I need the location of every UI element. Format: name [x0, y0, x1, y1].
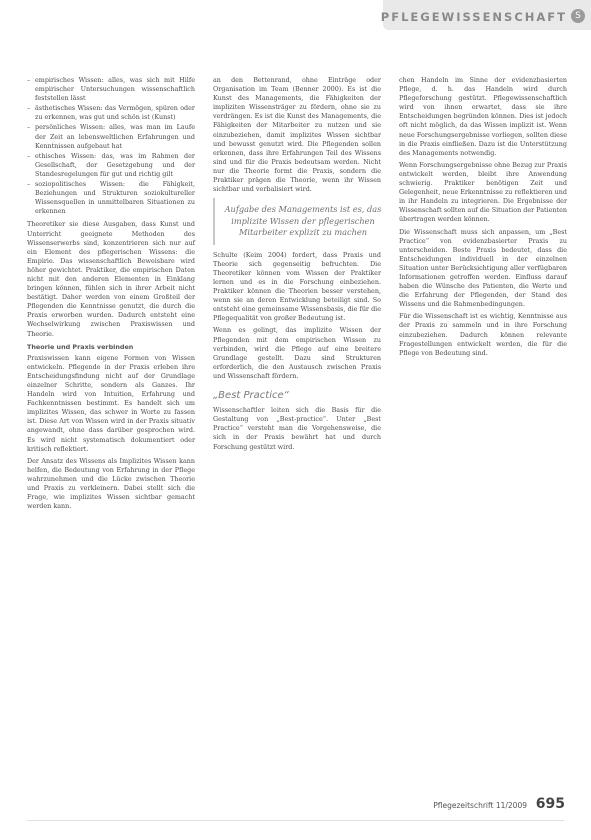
- column-3: [399, 76, 567, 361]
- list-item: – ästhetisches Wissen: das Vermögen, spüren oder zu erkennen, was gut und schön ist (Kunst): [35, 104, 195, 122]
- list-item: – empirisches Wissen: alles, was sich mit Hilfe empirischer Untersuchungen wissenschaftlich feststellen lässt: [35, 76, 195, 103]
- knowledge-definitions-list: [27, 76, 195, 216]
- paragraph: Wissenschaftler leiten sich die Basis für die Gestaltung von „Best-practice“. Unter „Best Practice“ versteht man die Vorgehensweise, die sich in der Praxis bewährt hat und durch Forschung gestützt wird.: [213, 406, 381, 451]
- section-heading: „Best Practice“: [213, 390, 289, 402]
- paragraph: Wenn es gelingt, das implizite Wissen der Pflegenden mit dem empirischen Wissen zu verbinden, wird die Pflege auf eine breitere Grundlage gestellt. Dazu sind Strukturen erforderlich, die den Austausch zwischen Praxis und Wissenschaft fördern.: [213, 326, 381, 380]
- paragraph: Praxiswissen kann eigene Formen von Wissen entwickeln. Pflegende in der Praxis erleben ihre Entscheidungsfindung nicht auf der Grundlage einzelner Schritte, sondern als Ganzes. Ihr Handeln wird von Intuition, Erfahrung und Fachkenntnissen bestimmt. Es handelt sich um implizites Wissen, das schwer in Worte zu fassen ist. Diese Art von Wissen wird in der Praxis situativ angewandt, ohne dass darüber gesprochen wird. Es wird nicht systematisch dokumentiert oder kritisch reflektiert.: [27, 353, 195, 453]
- paragraph: an den Bettenrand, ohne Einträge oder Organisation im Team (Benner 2000). Es ist die Kunst des Managements, die Fähigkeiten der impliziten Wissensträger zu fördern, ohne sie zu verdrängen. Es ist die Kunst des Managements, die Fähigkeiten der Mitarbeiter zu nutzen und sie einzubeziehen, damit implizites Wissen sichtbar und bewusst genutzt wird. Die Pflegenden sollen erkennen, dass ihre Erfahrungen Teil des Wissens sind und für die Praxis bedeutsam werden. Nicht nur die Theorie formt die Praxis, sondern die Praktiker prägen die Theorie, wenn ihr Wissen sichtbar und verbalisiert wird.: [213, 76, 381, 194]
- list-item: – soziopolitisches Wissen: die Fähigkeit, Beziehungen und Strukturen soziokultureller Wissensquellen in unmittelbaren Situationen zu erkennen: [35, 180, 195, 216]
- journal-citation: Pflegezeitschrift 11/2009: [433, 801, 527, 810]
- page-number: 695: [535, 796, 565, 812]
- paragraph: Wenn Forschungsergebnisse ohne Bezug zur Praxis entwickelt werden, bleibt ihre Anwendung schwierig. Praktiker benötigen Zeit und Gelegenheit, neue Erkenntnisse zu reflektieren und in ihr Handeln zu integrieren. Die Ergebnisse der Wissenschaft sollten auf die Situation der Patienten übertragen werden können.: [399, 160, 567, 224]
- paragraph: Die Wissenschaft muss sich anpassen, um „Best Practice“ von evidenzbasierter Praxis zu unterscheiden. Beste Praxis bedeutet, dass die Entscheidungen individuell in der einzelnen Situation unter Berücksichtigung aller verfügbaren Informationen getroffen werden. Einfluss darauf haben die Wünsche des Patienten, die Werte und die Erfahrung der Pflegenden, der Stand des Wissens und die Rahmenbedingungen.: [399, 227, 567, 309]
- section-badge-icon: S: [571, 9, 585, 23]
- footer-divider: [27, 820, 564, 821]
- section-heading: Theorie und Praxis verbinden: [27, 342, 134, 351]
- column-2: [213, 76, 381, 455]
- journal-section-title: PFLEGEWISSENSCHAFT: [380, 10, 567, 24]
- list-item: – ethisches Wissen: das, was im Rahmen der Gesellschaft, der Gesetzgebung und der Standesregelungen für gut und richtig gilt: [35, 152, 195, 179]
- paragraph: chen Handeln im Sinne der evidenzbasierten Pflege, d. h. das Handeln wird durch Pflegeforschung gestützt. Pflegewissenschaftlich wird von ihnen erwartet, dass sie ihre Entscheidungen begründen können. Dies ist jedoch oft nicht möglich, da das Wissen implizit ist. Wenn neue Forschungsergebnisse vorliegen, sollten diese in die Praxis einfließen. Dazu ist die Unterstützung des Managements notwendig.: [399, 76, 567, 157]
- paragraph: Für die Wissenschaft ist es wichtig, Kenntnisse aus der Praxis zu sammeln und in ihre Forschung einzubeziehen. Dadurch können relevante Fragestellungen entwickelt werden, die für die Pflege von Bedeutung sind.: [399, 312, 567, 357]
- pull-quote: Aufgabe des Managements ist es, das implizite Wissen der pflegerischen Mitarbeiter explizit zu machen: [213, 198, 387, 245]
- column-1: [27, 76, 195, 514]
- paragraph: Theoretiker sie diese Ausgaben, dass Kunst und Unterricht geeignete Methoden des Wissenserwerbs sind, konzentrieren sich nur auf ein Element des pflegerischen Wissens: die Empirie. Das wissenschaftlich Beweisbare wird höher gewichtet. Praktiker, die empirischen Daten nicht mit den anderen Elementen in Einklang bringen können, fühlen sich in ihrer Arbeit nicht bestätigt. Daher werden von einem Großteil der Pflegenden die Kenntnisse genutzt, die durch die Praxis erworben wurden. Dadurch entsteht eine Wechselwirkung zwischen Praxiswissen und Theorie.: [27, 220, 195, 338]
- list-item: – persönliches Wissen: alles, was man im Laufe der Zeit an lebensweltlichen Erfahrungen und Kenntnissen aufgebaut hat: [35, 123, 195, 150]
- paragraph: Der Ansatz des Wissens als Implizites Wissen kann helfen, die Bedeutung von Erfahrung in der Pflege wahrzunehmen und die Lücke zwischen Theorie und Praxis zu verkleinern. Dabei stellt sich die Frage, wie implizites Wissen sichtbar gemacht werden kann.: [27, 456, 195, 511]
- paragraph: Schulte (Keim 2004) fordert, dass Praxis und Theorie sich gegenseitig befruchten. Die Theoretiker können vom Wissen der Praktiker lernen und es in die Forschung einbeziehen. Praktiker können die Theorien besser verstehen, wenn sie an deren Entwicklung beteiligt sind. So entsteht eine gemeinsame Wissensbasis, die für die Pflegequalität von großer Bedeutung ist.: [213, 250, 381, 323]
